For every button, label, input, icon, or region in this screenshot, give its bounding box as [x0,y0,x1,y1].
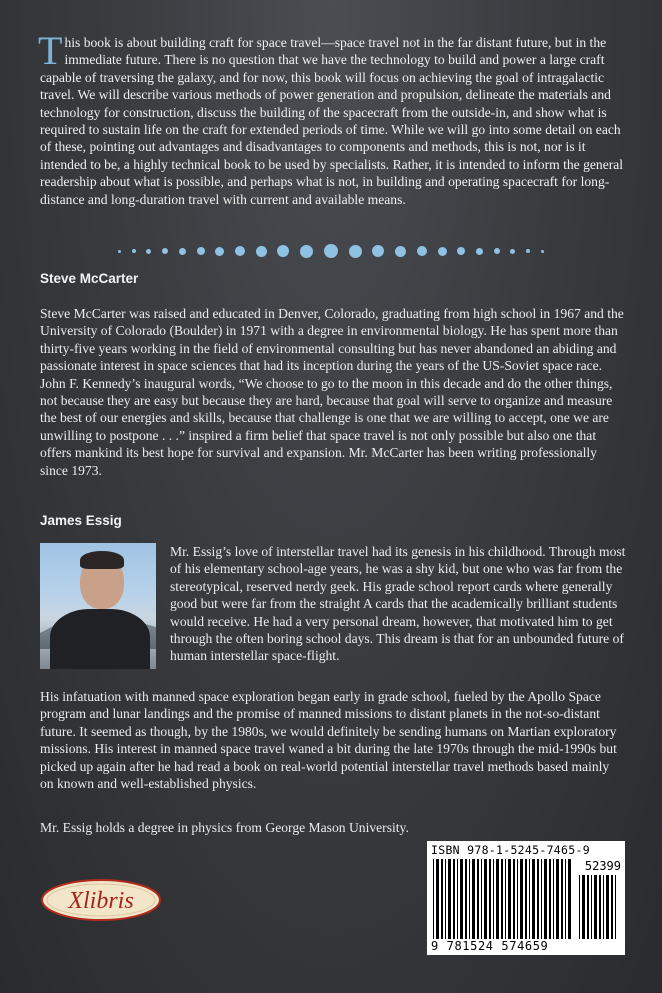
divider-dot [494,248,500,254]
divider-dot [179,248,186,255]
barcode-bar [465,859,467,939]
isbn-digits: 9 781524 574659 [431,939,549,953]
barcode-bar [489,859,491,939]
divider-dot [324,244,338,258]
xlibris-logo-text: Xlibris [68,888,134,914]
barcode-bar [556,859,559,939]
author-name-essig: James Essig [40,513,122,528]
barcode-bar [553,859,554,939]
author-bio-essig-para3: Mr. Essig holds a degree in physics from George Mason University. [40,820,409,835]
author-bio-mccarter: Steve McCarter was raised and educated in Denver, Colorado, graduating from high school in 1967 and the University of Colorado (Boulder) in 1971 with a degree in environmental biology. He has spent more than thirty-five years working in the field of environmental consulting but has never abandoned an abiding and passionate interest in space sciences that had its inception during the years of the US-Soviet space race. John F. Kennedy’s inaugural words, “We choose to go to the moon in this decade and do the other things, not because they are easy but because they are hard, because that goal will serve to organize and measure the best of our energies and skills, because that challenge is one that we are willing to accept, one we are unwilling to postpone . . .” inspired a firm belief that space travel is not only possible but also one that offers mankind its best hope for survival and expansion. Mr. McCarter has been writing professionally since 1973. [40,306,624,478]
divider-dot [215,247,224,256]
divider-dot [372,245,384,257]
divider-dot [277,245,289,257]
barcode-bar [606,875,609,939]
xlibris-logo [40,878,162,922]
barcode-bar [481,859,482,939]
divider-dot [541,250,544,253]
divider-dot [417,246,427,256]
barcode-bar [460,859,463,939]
divider-dot [235,246,245,256]
isbn-barcode [427,841,625,955]
barcode-bar [532,859,535,939]
barcode-bar [541,859,542,939]
barcode-bar [549,859,551,939]
author-bio-essig-para2: His infatuation with manned space exploration began early in grade school, fueled by the Apollo Space program and lunar landings and the promise of manned missions to distant planets in the not-so-distant future. It seemed as though, by the 1980s, we would definitely be sending humans on Martian exploratory missions. His interest in manned space travel waned a bit during the late 1970s through the mid-1990s but picked up again after he had read a book on real-world potential interstellar travel methods based mainly on known and well-established physics. [40,689,617,792]
divider-dot [146,249,151,254]
author-bio-essig-intro: Mr. Essig’s love of interstellar travel had its genesis in his childhood. Through most of his elementary school-age years, he was a shy kid, but one who was far from the stereotypical, reserved nerdy geek. His grade school report cards where generally good but were far from the straight A cards that the academically brilliant students would receive. He had a very personal dream, however, that motivated him to get through the often boring school days. This dream is that for an unbounded future of human interstellar space-flight. [170,544,626,664]
decorative-dot-divider [118,243,544,259]
barcode-bar [436,859,439,939]
divider-dot [118,250,121,253]
barcode-bars-main [433,859,573,939]
barcode-bar [508,859,511,939]
barcode-bar [594,875,597,939]
barcode-bar [544,859,547,939]
divider-dot [300,245,313,258]
barcode-bar [565,859,566,939]
book-blurb [38,28,625,208]
barcode-bar [520,859,523,939]
barcode-bar [501,859,503,939]
divider-dot [395,246,406,257]
barcode-bar [591,875,592,939]
drop-cap: T [38,28,63,73]
barcode-bar [582,875,585,939]
barcode-bar [611,875,613,939]
divider-dot [526,249,530,253]
barcode-bar [517,859,518,939]
price-code: 52399 [584,859,621,873]
divider-dot [510,249,515,254]
barcode-bar [469,859,470,939]
barcode-bar [529,859,530,939]
divider-dot [438,247,447,256]
divider-dot [457,247,465,255]
barcode-bar [472,859,475,939]
barcode-bar [587,875,589,939]
barcode-bar [496,859,499,939]
divider-dot [132,249,136,253]
barcode-bar [433,859,434,939]
barcode-bar [457,859,458,939]
blurb-text: his book is about building craft for space travel—space travel not in the far distant future, but in the immediate future. There is no question that we have the technology to build and power a large craft capable of traversing the galaxy, and for now, this book will focus on achieving the goal of intragalactic travel. We will describe various methods of power generation and propulsion, delineate the materials and technology for construction, discuss the building of the spacecraft from the outside-in, and show what is required to sustain life on the craft for extended periods of time. While we will go into some detail on each of these, pointing out advantages and disadvantages to components and methods, this is not, nor is it intended to be, a highly technical book to be used by specialists. Rather, it is intended to inform the general readership about what is possible, and perhaps what is not, in building and operating spacecraft for long-distance and long-duration travel with current and available means. [40,35,624,207]
barcode-bar [568,859,571,939]
barcode-bar [579,875,580,939]
barcode-bar [445,859,446,939]
barcode-bar [599,875,601,939]
barcode-bar [513,859,515,939]
barcode-bar [615,875,616,939]
barcode-bar [453,859,455,939]
barcode-bar [493,859,494,939]
barcode-bar [537,859,539,939]
divider-dot [476,248,483,255]
divider-dot [256,246,267,257]
divider-dot [349,245,362,258]
divider-dot [162,248,168,254]
barcode-bar [484,859,487,939]
barcode-bar [505,859,506,939]
barcode-bar [441,859,443,939]
barcode-bar [561,859,563,939]
barcode-bar [477,859,479,939]
barcode-bar [448,859,451,939]
barcode-bar [525,859,527,939]
author-name-mccarter: Steve McCarter [40,271,139,286]
isbn-line: ISBN 978-1-5245-7465-9 [431,843,590,857]
barcode-bar [603,875,604,939]
author-photo-essig [40,543,156,669]
barcode-bars-addon [579,875,619,939]
divider-dot [197,247,205,255]
